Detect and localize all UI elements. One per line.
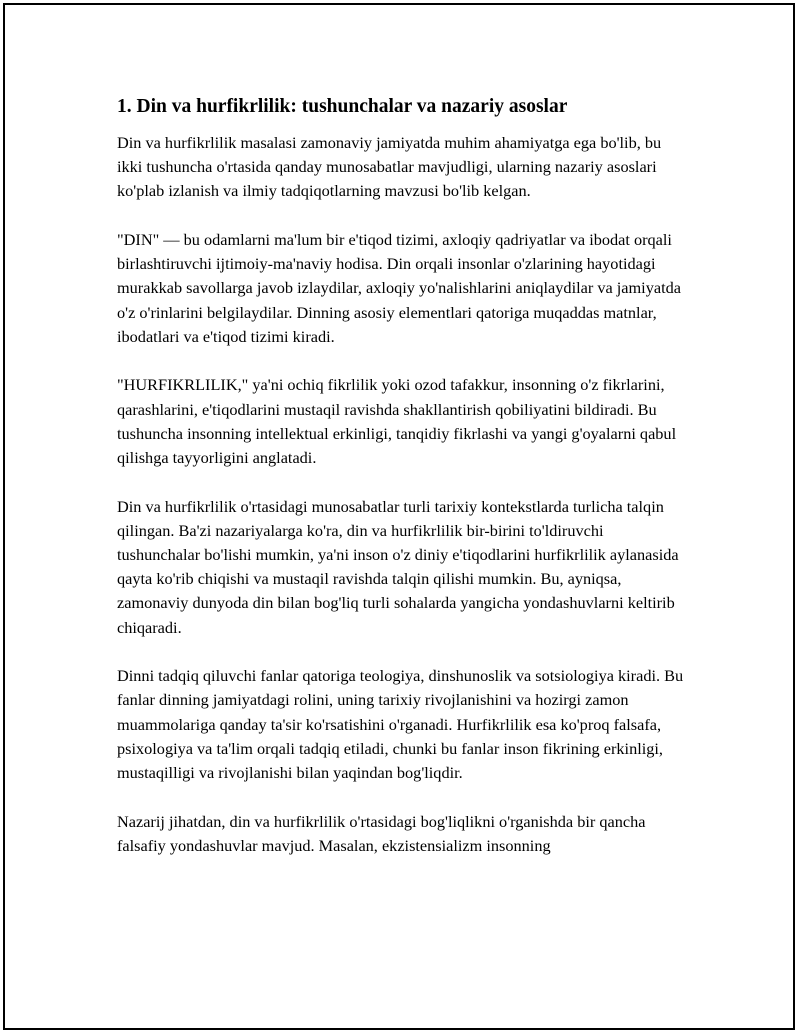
document-body (117, 95, 689, 882)
paragraph-din-definition: "DIN" — bu odamlarni ma'lum bir e'tiqod tizimi, axloqiy qadriyatlar va ibodat orqali birlashtiruvchi ijtimoiy-ma'naviy hodisa. Din orqali insonlar o'zlarining hayotidagi murakkab savollarga javob izlaydilar, axloqiy yo'nalishlarini aniqlaydilar va jamiyatda o'z o'rinlarini belgilaydilar. Dinning asosiy elementlari qatoriga muqaddas matnlar, ibodatlari va e'tiqod tizimi kiradi. (117, 230, 681, 346)
paragraph-theoretical: Nazarij jihatdan, din va hurfikrlilik o'rtasidagi bog'liqlikni o'rganishda bir qancha falsafiy yondashuvlar mavjud. Masalan, ekzistensializm insonning (117, 811, 646, 855)
paragraph-sciences: Dinni tadqiq qiluvchi fanlar qatoriga teologiya, dinshunoslik va sotsiologiya kiradi. Bu fanlar dinning jamiyatdagi rolini, uning tarixiy rivojlanishini va hozirgi zamon muammolariga qanday ta'sir ko'rsatishini o'rganadi. Hurfikrlilik esa ko'proq falsafa, psixologiya va ta'lim orqali tadqiq etiladi, chunki bu fanlar inson fikrining erkinligi, mustaqilligi va rivojlanishi bilan yaqindan bog'liqdir. (117, 666, 684, 783)
section-heading: 1. Din va hurfikrlilik: tushunchalar va nazariy asoslar (117, 96, 568, 117)
paragraph-hurfikrlilik-definition: "HURFIKRLILIK," ya'ni ochiq fikrlilik yoki ozod tafakkur, insonning o'z fikrlarini, qarashlarini, e'tiqodlarini mustaqil ravishda shakllantirish qobiliyatini bildiradi. Bu tushuncha insonning intellektual erkinligi, tanqidiy fikrlashi va yangi g'oyalarni qabul qilishga tayyorligini anglatadi. (117, 375, 677, 468)
paragraph-relationship: Din va hurfikrlilik o'rtasidagi munosabatlar turli tarixiy kontekstlarda turlicha talqin qilingan. Ba'zi nazariyalarga ko'ra, din va hurfikrlilik bir-birini to'ldiruvchi tushunchalar bo'lishi mumkin, ya'ni inson o'z diniy e'tiqodlarini hurfikrlilik aylanasida qayta ko'rib chiqishi va mustaqil ravishda talqin qilishi mumkin. Bu, ayniqsa, zamonaviy dunyoda din bilan bog'liq turli sohalarda yangicha yondashuvlarni keltirib chiqaradi. (117, 496, 679, 637)
paragraph-intro: Din va hurfikrlilik masalasi zamonaviy jamiyatda muhim ahamiyatga ega bo'lib, bu ikki tushuncha o'rtasida qanday munosabatlar mavjudligi, ularning nazariy asoslari ko'plab izlanish va ilmiy tadqiqotlarning mavzusi bo'lib kelgan. (117, 133, 662, 201)
